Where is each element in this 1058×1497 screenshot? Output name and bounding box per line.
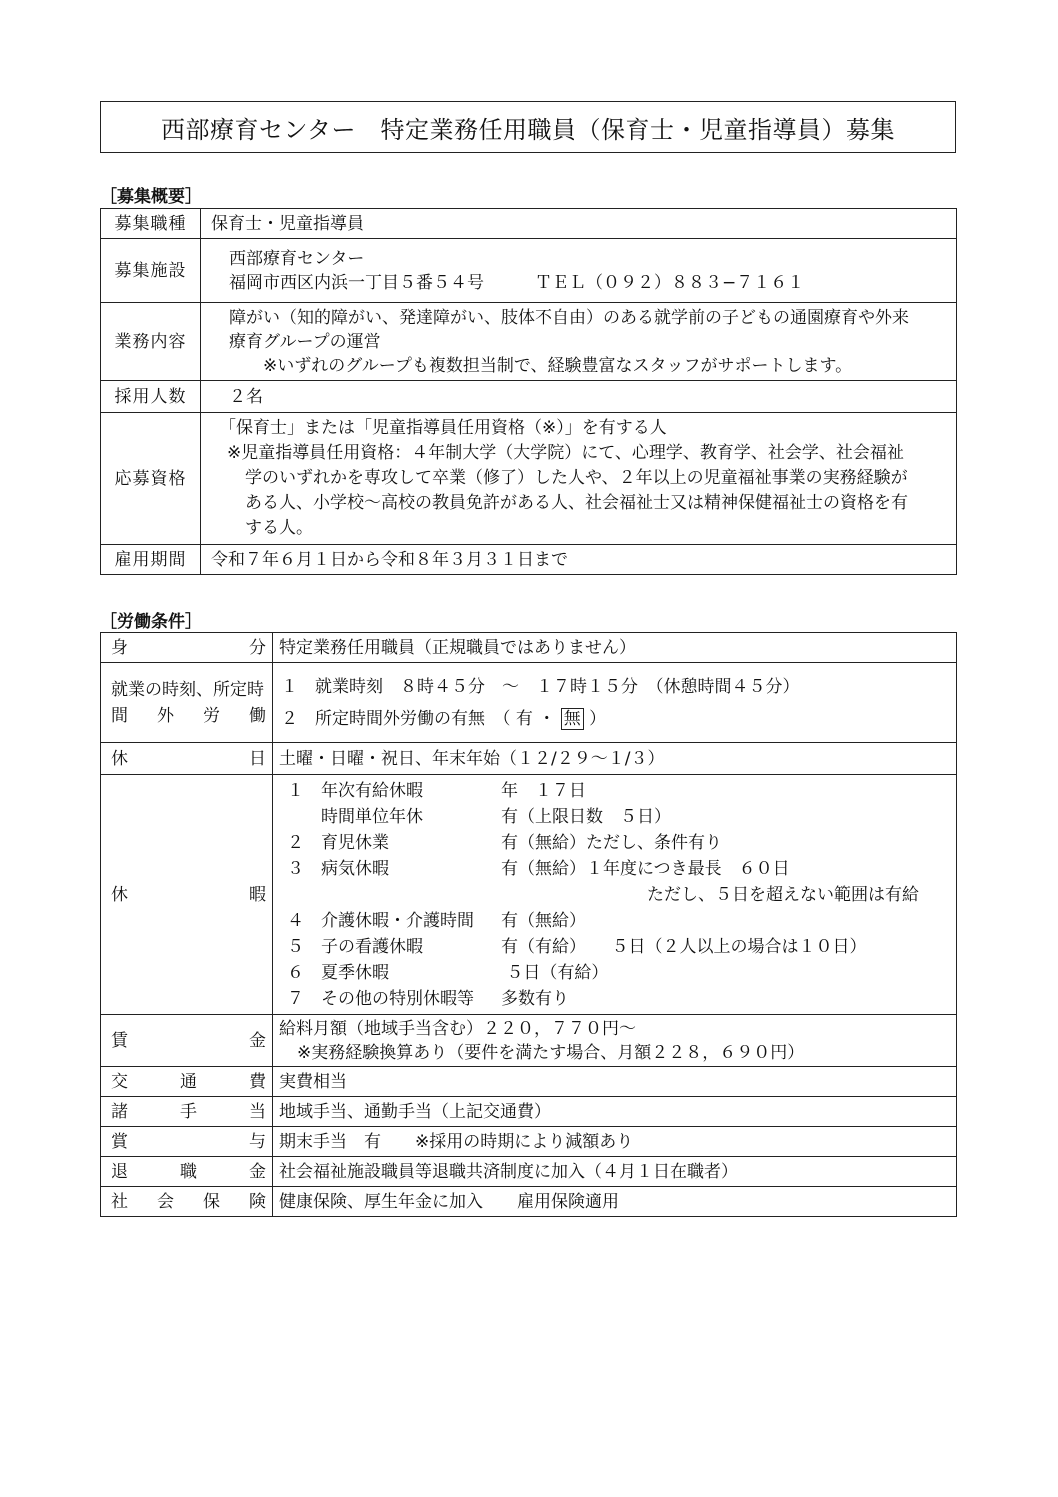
row-allowance — [101, 1097, 957, 1127]
leave-item: ５ 子の看護休暇 有（有給） ５日（２人以上の場合は１０日） — [287, 936, 867, 957]
holiday-value: 土曜・日曜・祝日、年末年始（１２/２９～１/３） — [273, 743, 957, 775]
leave-list — [273, 775, 957, 1015]
row-insurance — [101, 1187, 957, 1217]
leave-label: 休 暇 — [111, 884, 266, 905]
allowance-label: 諸 手 当 — [111, 1101, 266, 1122]
row-bonus — [101, 1127, 957, 1157]
facility-label: 募集施設 — [101, 239, 201, 303]
period-label: 雇用期間 — [101, 545, 201, 575]
retirement-label: 退 職 金 — [111, 1161, 266, 1182]
row-transport — [101, 1067, 957, 1097]
allowance-value: 地域手当、通勤手当（上記交通費） — [273, 1097, 957, 1127]
hours-line2: ２ 所定時間外労働の有無 （ 有 ・ 無 ） — [281, 708, 607, 729]
row-period — [101, 545, 957, 575]
row-qualification — [101, 413, 957, 545]
row-facility — [101, 239, 957, 303]
leave-item: ６ 夏季休暇 ５日（有給） — [287, 962, 609, 983]
hires-value: ２名 — [201, 381, 957, 413]
overview-table — [100, 208, 957, 575]
hires-label: 採用人数 — [101, 381, 201, 413]
duties-line2: 療育グループの運営 — [229, 331, 381, 352]
qualification-line1: 「保育士」または「児童指導員任用資格（※）」を有する人 — [219, 418, 667, 438]
leave-item: １ 年次有給休暇 年 １７日 — [287, 780, 586, 801]
transport-label: 交 通 費 — [111, 1071, 266, 1092]
leave-item: ただし、５日を超えない範囲は有給 — [647, 884, 919, 905]
qualification-line5: する人。 — [245, 518, 313, 538]
job-label: 募集職種 — [101, 209, 201, 239]
wage-line1: 給料月額（地域手当含む）２２０，７７０円～ — [279, 1018, 636, 1039]
duties-line1: 障がい（知的障がい、発達障がい、肢体不自由）のある就学前の子どもの通園療育や外来 — [229, 307, 909, 328]
retirement-value: 社会福祉施設職員等退職共済制度に加入（４月１日在職者） — [273, 1157, 957, 1187]
bonus-label: 賞 与 — [111, 1131, 266, 1152]
page-title: 西部療育センター 特定業務任用職員（保育士・児童指導員）募集 — [100, 101, 956, 153]
wage-label: 賃 金 — [111, 1030, 266, 1051]
row-hires — [101, 381, 957, 413]
wage-line2: ※実務経験換算あり（要件を満たす場合、月額２２８，６９０円） — [297, 1042, 805, 1063]
conditions-table — [100, 632, 957, 1217]
hours-label: 就業の時刻、所定時 間 外 労 働 — [101, 663, 273, 743]
job-value: 保育士・児童指導員 — [201, 209, 957, 239]
duties-label: 業務内容 — [101, 303, 201, 381]
leave-item: ７ その他の特別休暇等 多数有り — [287, 988, 569, 1009]
status-label: 身 分 — [111, 637, 266, 658]
section-heading-overview: ［募集概要］ — [100, 187, 202, 207]
row-retirement — [101, 1157, 957, 1187]
qualification-line2: ※児童指導員任用資格：４年制大学（大学院）にて、心理学、教育学、社会学、社会福祉 — [227, 443, 904, 463]
row-duties — [101, 303, 957, 381]
qualification-line4: ある人、小学校～高校の教員免許がある人、社会福祉士又は精神保健福祉士の資格を有 — [245, 493, 908, 513]
leave-item: ３ 病気休暇 有（無給）１年度につき最長 ６０日 — [287, 858, 790, 879]
leave-item: ２ 育児休業 有（無給）ただし、条件有り — [287, 832, 722, 853]
overtime-none-box: 無 — [561, 708, 584, 730]
period-value: 令和７年６月１日から令和８年３月３１日まで — [201, 545, 957, 575]
row-status — [101, 633, 957, 663]
duties-note: ※いずれのグループも複数担当制で、経験豊富なスタッフがサポートします。 — [263, 355, 853, 376]
row-holiday — [101, 743, 957, 775]
facility-name: 西部療育センター — [229, 248, 365, 269]
status-value: 特定業務任用職員（正規職員ではありません） — [273, 633, 957, 663]
facility-address: 福岡市西区内浜一丁目５番５４号 ＴＥＬ（０９２）８８３−７１６１ — [229, 272, 805, 293]
leave-item: 時間単位年休 有（上限日数 ５日） — [321, 806, 671, 827]
holiday-label: 休 日 — [111, 748, 266, 769]
section-heading-conditions: ［労働条件］ — [100, 612, 202, 632]
qualification-line3: 学のいずれかを専攻して卒業（修了）した人や、２年以上の児童福祉事業の実務経験が — [245, 468, 908, 488]
row-wage — [101, 1015, 957, 1067]
row-hours — [101, 663, 957, 743]
leave-item: ４ 介護休暇・介護時間 有（無給） — [287, 910, 586, 931]
row-leave — [101, 775, 957, 1015]
bonus-value: 期末手当 有 ※採用の時期により減額あり — [273, 1127, 957, 1157]
transport-value: 実費相当 — [273, 1067, 957, 1097]
insurance-label: 社 会 保 険 — [111, 1191, 266, 1212]
insurance-value: 健康保険、厚生年金に加入 雇用保険適用 — [273, 1187, 957, 1217]
row-job — [101, 209, 957, 239]
qualification-label: 応募資格 — [101, 413, 201, 545]
hours-line1: １ 就業時刻 ８時４５分 ～ １７時１５分 （休憩時間４５分） — [281, 676, 800, 697]
